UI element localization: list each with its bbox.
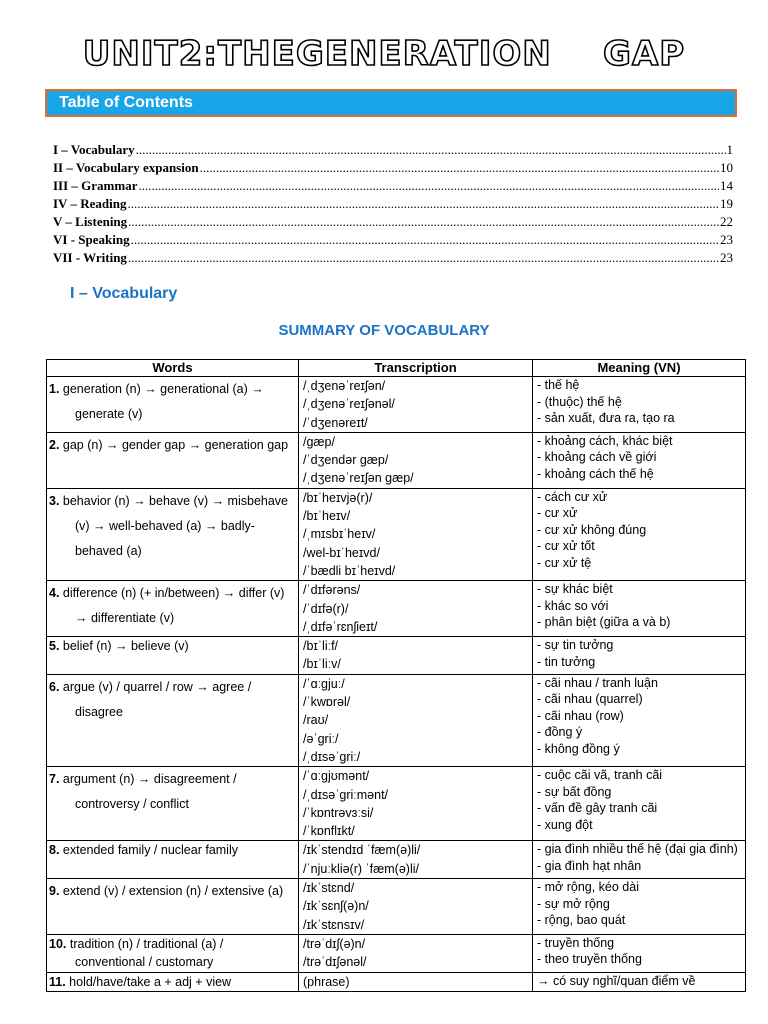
- toc-item-page[interactable]: 23: [720, 250, 733, 265]
- transcription-cell: [299, 432, 533, 488]
- meaning-cell: [533, 879, 746, 935]
- meaning-cell: [533, 767, 746, 841]
- row-number: 2.: [49, 437, 63, 452]
- toc-leader-dots: [139, 177, 720, 195]
- toc-item-label[interactable]: II – Vocabulary expansion: [53, 160, 199, 175]
- transcription-line: /ˈkɒntrəvɜːsi/: [303, 805, 374, 820]
- toc-item-page[interactable]: 22: [720, 214, 733, 229]
- transcription-line: /ˈkwɒrəl/: [303, 695, 351, 710]
- transcription-line: /ˈɑːgjʊmənt/: [303, 769, 370, 784]
- word-cell: [47, 767, 299, 841]
- transcription-line: /ˈdɪfə(r)/: [303, 601, 349, 616]
- table-row: [47, 637, 746, 675]
- transcription-line: /ˌdɪsəˈgriː/: [303, 749, 361, 764]
- transcription-line: /ˈbædli bɪˈheɪvd/: [303, 563, 396, 578]
- meaning-cell: [533, 841, 746, 879]
- transcription-cell: [299, 637, 533, 675]
- meaning-cell: [533, 581, 746, 637]
- table-row: [47, 377, 746, 433]
- transcription-line: /ˈnjuːkliə(r) ˈfæm(ə)li/: [303, 861, 419, 876]
- meaning-line: - đồng ý: [537, 725, 583, 740]
- meaning-line: - sản xuất, đưa ra, tạo ra: [537, 411, 675, 425]
- transcription-line: /ˌdʒenəˈreɪʃən/: [303, 379, 386, 393]
- toc-item[interactable]: [53, 141, 733, 159]
- meaning-line: - cuộc cãi vã, tranh cãi: [537, 768, 663, 783]
- meaning-line: - cãi nhau / tranh luận: [537, 675, 658, 690]
- transcription-cell: [299, 879, 533, 935]
- toc-item[interactable]: [53, 213, 733, 231]
- toc-leader-dots: [136, 141, 726, 159]
- row-number: 3.: [49, 493, 63, 508]
- transcription-line: (phrase): [303, 974, 350, 989]
- toc-leader-dots: [128, 249, 719, 267]
- vocabulary-table: [46, 359, 746, 992]
- meaning-cell: [533, 972, 746, 991]
- meaning-line: - phân biệt (giữa a và b): [537, 615, 671, 630]
- toc-leader-dots: [127, 195, 719, 213]
- toc-item[interactable]: [53, 249, 733, 267]
- toc-item-page[interactable]: 1: [726, 142, 733, 157]
- meaning-line: - cư xử: [537, 506, 578, 521]
- transcription-line: /ˈdʒendər gæp/: [303, 453, 389, 468]
- row-number: 7.: [49, 772, 63, 787]
- toc-leader-dots: [200, 159, 719, 177]
- meaning-line: - vấn đề gây tranh cãi: [537, 801, 658, 816]
- transcription-line: /ˌdɪfəˈrɛnʃieɪt/: [303, 619, 378, 634]
- meaning-cell: [533, 934, 746, 972]
- transcription-cell: [299, 972, 533, 991]
- word-text: belief (n) → believe (v): [62, 639, 189, 654]
- transcription-cell: [299, 841, 533, 879]
- transcription-cell: [299, 581, 533, 637]
- meaning-line: - cãi nhau (quarrel): [537, 692, 643, 707]
- toc-item-label[interactable]: III – Grammar: [53, 178, 138, 193]
- transcription-line: /raʊ/: [303, 713, 329, 728]
- word-cell: [47, 879, 299, 935]
- toc-leader-dots: [131, 231, 719, 249]
- meaning-line: - sự bất đồng: [537, 784, 612, 799]
- transcription-cell: [299, 934, 533, 972]
- row-number: 4.: [49, 586, 63, 601]
- meaning-line: - rộng, bao quát: [537, 913, 626, 928]
- transcription-line: /ˈkɒnflɪkt/: [303, 824, 355, 839]
- transcription-cell: [299, 767, 533, 841]
- word-cell: [47, 934, 299, 972]
- transcription-line: /ˈdɪfərəns/: [303, 583, 361, 598]
- word-text: gap (n) → gender gap → generation gap: [62, 437, 289, 452]
- transcription-line: /ˌdɪsəˈgriːmənt/: [303, 787, 389, 802]
- toc-item-page[interactable]: 19: [720, 196, 733, 211]
- toc-item[interactable]: [53, 159, 733, 177]
- toc-leader-dots: [128, 213, 719, 231]
- table-row: [47, 972, 746, 991]
- transcription-line: /gæp/: [303, 434, 335, 449]
- row-number: 10.: [49, 936, 70, 951]
- toc-item-label[interactable]: VI - Speaking: [53, 232, 130, 247]
- transcription-line: /ˌdʒenəˈreɪʃən gæp/: [303, 471, 414, 486]
- meaning-line: - khoảng cách thế hệ: [537, 466, 654, 481]
- meaning-line: - truyền thống: [537, 935, 615, 950]
- word-text: argue (v) / quarrel / row → agree / disagree: [62, 679, 252, 719]
- meaning-cell: [533, 432, 746, 488]
- toc-item-page[interactable]: 10: [720, 160, 733, 175]
- word-text: generation (n) → generational (a) → generate (v): [62, 382, 264, 421]
- row-number: 5.: [49, 639, 63, 654]
- meaning-line: - (thuộc) thế hệ: [537, 394, 622, 409]
- meaning-cell: [533, 674, 746, 766]
- transcription-line: /ˈɑːgjuː/: [303, 676, 345, 691]
- word-cell: [47, 637, 299, 675]
- meaning-line: - cư xử tệ: [537, 555, 592, 570]
- transcription-line: /əˈgriː/: [303, 731, 339, 746]
- word-cell: [47, 432, 299, 488]
- row-number: 9.: [49, 884, 63, 899]
- toc-item-label[interactable]: VII - Writing: [53, 250, 127, 265]
- toc-item[interactable]: [53, 195, 733, 213]
- meaning-line: - khoảng cách, khác biệt: [537, 433, 673, 448]
- table-row: [47, 581, 746, 637]
- table-row: [47, 841, 746, 879]
- meaning-line: - khác so với: [537, 598, 609, 613]
- word-cell: [47, 377, 299, 433]
- table-row: [47, 879, 746, 935]
- column-header-meaning: Meaning (VN): [533, 360, 746, 377]
- transcription-line: /ɪkˈsɛnʃ(ə)n/: [303, 899, 369, 914]
- row-number: 1.: [49, 382, 63, 396]
- meaning-cell: [533, 488, 746, 580]
- column-header-words: Words: [47, 360, 299, 377]
- meaning-line: - cách cư xử: [537, 489, 608, 504]
- row-number: 8.: [49, 843, 63, 858]
- meaning-line: - theo truyền thống: [537, 952, 642, 967]
- transcription-line: /wel-bɪˈheɪvd/: [303, 545, 380, 560]
- row-number: 6.: [49, 679, 63, 694]
- toc-item-page[interactable]: 23: [720, 232, 733, 247]
- meaning-line: - gia đình hạt nhân: [537, 858, 642, 873]
- column-header-transcription: Transcription: [299, 360, 533, 377]
- transcription-line: /trəˈdɪʃ(ə)n/: [303, 936, 366, 951]
- transcription-cell: [299, 377, 533, 433]
- table-row: [47, 488, 746, 580]
- meaning-line: - khoảng cách về giới: [537, 450, 657, 465]
- toc-item[interactable]: [53, 177, 733, 195]
- word-text: behavior (n) → behave (v) → misbehave (v) → well-behaved (a) → badly-behaved (a): [62, 493, 289, 558]
- word-cell: [47, 581, 299, 637]
- transcription-cell: [299, 674, 533, 766]
- transcription-cell: [299, 488, 533, 580]
- word-cell: [47, 841, 299, 879]
- table-of-contents: [53, 141, 733, 267]
- summary-title: SUMMARY OF VOCABULARY: [278, 322, 490, 339]
- meaning-cell: [533, 377, 746, 433]
- transcription-line: /bɪˈheɪv/: [303, 509, 351, 524]
- transcription-line: /ɪkˈstɛnsɪv/: [303, 917, 365, 932]
- meaning-line: - sự tin tưởng: [537, 638, 614, 653]
- meaning-line: - gia đình nhiều thế hệ (đại gia đình): [537, 842, 738, 857]
- word-text: difference (n) (+ in/between) → differ (v) → differentiate (v): [62, 586, 285, 626]
- section-heading: I – Vocabulary: [70, 285, 178, 302]
- transcription-line: /ˌdʒenəˈreɪʃənəl/: [303, 397, 395, 412]
- word-text: extended family / nuclear family: [62, 843, 238, 858]
- word-cell: [47, 674, 299, 766]
- word-text: argument (n) → disagreement / controversy / conflict: [62, 772, 237, 812]
- table-row: [47, 767, 746, 841]
- meaning-line: - sự mở rộng: [537, 896, 610, 911]
- word-cell: [47, 488, 299, 580]
- table-body: [47, 377, 746, 992]
- toc-header-bar: [45, 89, 737, 117]
- table-row: [47, 674, 746, 766]
- toc-item-label[interactable]: V – Listening: [53, 214, 128, 229]
- document-title: UNIT2:THEGENERATION GAP: [82, 34, 686, 74]
- row-number: 11.: [49, 974, 70, 989]
- word-cell: [47, 972, 299, 991]
- table-header-row: [47, 360, 746, 377]
- toc-item-page[interactable]: 14: [720, 178, 733, 193]
- meaning-line: - cãi nhau (row): [537, 708, 624, 723]
- meaning-line: - tin tưởng: [537, 654, 596, 669]
- transcription-line: /ˌmɪsbɪˈheɪv/: [303, 527, 376, 542]
- transcription-line: /ˈdʒenəreɪt/: [303, 415, 368, 430]
- word-text: tradition (n) / traditional (a) / conventional / customary: [69, 936, 224, 969]
- meaning-line: - không đồng ý: [537, 741, 620, 756]
- transcription-line: /bɪˈliːv/: [303, 657, 341, 672]
- meaning-line: - mở rộng, kéo dài: [537, 880, 639, 895]
- table-row: [47, 432, 746, 488]
- meaning-line: - xung đột: [537, 817, 593, 832]
- transcription-line: /bɪˈheɪvjə(r)/: [303, 490, 373, 505]
- meaning-cell: [533, 637, 746, 675]
- word-text: extend (v) / extension (n) / extensive (a): [62, 884, 284, 899]
- word-text: hold/have/take a + adj + view: [69, 974, 232, 989]
- transcription-line: /trəˈdɪʃənəl/: [303, 955, 367, 970]
- table-row: [47, 934, 746, 972]
- toc-item-label[interactable]: I – Vocabulary: [53, 142, 135, 157]
- meaning-line: - cư xử không đúng: [537, 522, 647, 537]
- meaning-line: → có suy nghĩ/quan điểm về: [537, 973, 696, 988]
- toc-item[interactable]: [53, 231, 733, 249]
- transcription-line: /ɪkˈstɛnd/: [303, 881, 355, 896]
- meaning-line: - sự khác biệt: [537, 582, 613, 597]
- toc-item-label[interactable]: IV – Reading: [53, 196, 127, 211]
- toc-header-text: Table of Contents: [59, 94, 193, 111]
- meaning-line: - thế hệ: [537, 378, 580, 392]
- transcription-line: /bɪˈliːf/: [303, 639, 339, 654]
- meaning-line: - cư xử tốt: [537, 539, 595, 554]
- transcription-line: /ɪkˈstendɪd ˈfæm(ə)li/: [303, 843, 421, 858]
